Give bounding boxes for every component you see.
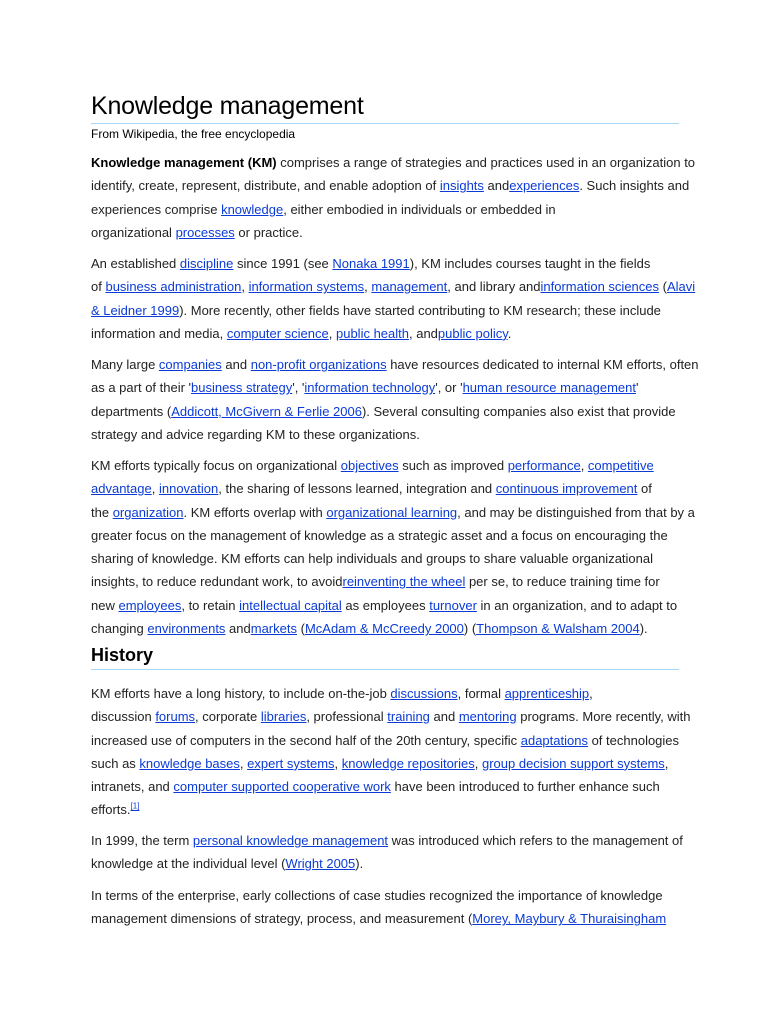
paragraph-intro: Knowledge management (KM) comprises a range of strategies and practices used in an organization to identify, create, represent, distribute, and enable adoption of insights andexperiences. Such insights and experiences comprise knowledge, either embodied in individuals or embedded in organizational processes or practice. <box>91 155 696 240</box>
paragraph-enterprise: In terms of the enterprise, early collections of case studies recognized the importance of knowledge management dimensions of strategy, process, and measurement (Morey, Maybury & Thuraisingham <box>91 888 667 927</box>
paragraph-objectives: KM efforts typically focus on organizational objectives such as improved performance, competitive advantage, innovation, the sharing of lessons learned, integration and continuous improvement of the organization. KM efforts overlap with organizational learning, and may be distinguished from that by a greater focus on the management of knowledge as a strategic asset and a focus on encouraging the sharing of knowledge. KM efforts can help individuals and groups to share valuable organizational insights, to reduce redundant work, to avoidreinventing the wheel per se, to reduce training time for new employees, to retain intellectual capital as employees turnover in an organization, and to adapt to changing environments andmarkets (McAdam & McCreedy 2000) (Thompson & Walsham 2004). <box>91 458 695 637</box>
page-title: Knowledge management <box>91 90 679 124</box>
link-group-decision-support-systems[interactable]: group decision support systems <box>481 755 665 771</box>
link-adaptations[interactable]: adaptations <box>520 732 588 748</box>
link-apprenticeship[interactable]: apprenticeship <box>504 686 590 701</box>
link-innovation[interactable]: innovation <box>158 481 219 497</box>
link-organization[interactable]: organization <box>112 504 184 520</box>
link-mentoring[interactable]: mentoring <box>458 709 517 725</box>
link-computer-supported-cooperative-work[interactable]: computer supported cooperative work <box>173 779 391 795</box>
link-information-technology[interactable]: information technology <box>304 380 436 396</box>
link-forums[interactable]: forums <box>155 709 196 725</box>
link-libraries[interactable]: libraries <box>260 709 307 725</box>
link-public-policy[interactable]: public policy <box>437 325 508 341</box>
link-knowledge-repositories[interactable]: knowledge repositories <box>341 755 475 771</box>
link-training[interactable]: training <box>387 709 430 725</box>
paragraph-pkm: In 1999, the term personal knowledge management was introduced which refers to the management of knowledge at the individual level (Wright 2005). <box>91 833 683 872</box>
link-non-profit-organizations[interactable]: non-profit organizations <box>250 357 387 372</box>
link-objectives[interactable]: objectives <box>340 458 399 473</box>
link-wright-2005[interactable]: Wright 2005 <box>285 856 356 872</box>
link-performance[interactable]: performance <box>507 458 581 473</box>
link-business-strategy[interactable]: business strategy <box>191 380 293 396</box>
link-human-resource-management[interactable]: human resource management <box>462 380 637 396</box>
link-insights[interactable]: insights <box>439 178 484 194</box>
link-companies[interactable]: companies <box>158 357 222 372</box>
link-alavi-leidner-cont[interactable]: & Leidner 1999 <box>91 302 180 318</box>
link-environments[interactable]: environments <box>147 621 226 637</box>
link-turnover[interactable]: turnover <box>429 597 477 613</box>
paragraph-history: KM efforts have a long history, to include on-the-job discussions, formal apprenticeship, discussion forums, corporate libraries, professional training and mentoring programs. More recently, with increased use of computers in the second half of the 20th century, specific adaptations of technologies such as knowledge bases, expert systems, knowledge repositories, group decision support systems, intranets, and computer supported cooperative work have been introduced to further enhance such efforts.[1] <box>91 686 691 818</box>
citation-1[interactable]: [1] <box>130 802 140 812</box>
link-alavi-leidner[interactable]: Alavi <box>666 279 696 295</box>
paragraph-companies: Many large companies and non-profit organizations have resources dedicated to internal KM efforts, often as a part of their 'business strategy', 'information technology', or 'human resource management' departments (Addicott, McGivern & Ferlie 2006). Several consulting companies also exist that provide strategy and advice regarding KM to these organizations. <box>91 357 699 442</box>
link-experiences[interactable]: experiences <box>509 178 580 194</box>
link-mcadam-2000[interactable]: McAdam & McCreedy 2000 <box>304 621 464 637</box>
link-markets[interactable]: markets <box>250 621 297 637</box>
link-discipline[interactable]: discipline <box>179 256 234 271</box>
bold-term: Knowledge management (KM) <box>91 155 277 170</box>
link-expert-systems[interactable]: expert systems <box>247 755 335 771</box>
link-information-sciences[interactable]: information sciences <box>540 279 660 295</box>
link-nonaka-1991[interactable]: Nonaka 1991 <box>332 256 410 271</box>
link-morey-maybury-thuraisingham[interactable]: Morey, Maybury & Thuraisingham <box>472 911 667 927</box>
paragraph-discipline: An established discipline since 1991 (see Nonaka 1991), KM includes courses taught in the fields of business administration, information systems, management, and library andinformation sciences (Alavi & Leidner 1999). More recently, other fields have started contributing to KM research; these include information and media, computer science, public health, andpublic policy. <box>91 256 696 341</box>
link-knowledge-bases[interactable]: knowledge bases <box>139 755 240 771</box>
link-reinventing-the-wheel[interactable]: reinventing the wheel <box>342 574 466 590</box>
link-competitive-advantage-cont[interactable]: advantage <box>91 481 152 497</box>
link-information-systems[interactable]: information systems <box>248 279 365 295</box>
link-organizational-learning[interactable]: organizational learning <box>326 504 458 520</box>
tagline: From Wikipedia, the free encyclopedia <box>91 127 296 141</box>
link-competitive-advantage[interactable]: competitive <box>587 458 654 473</box>
link-personal-knowledge-management[interactable]: personal knowledge management <box>192 833 389 848</box>
link-addicott-2006[interactable]: Addicott, McGivern & Ferlie 2006 <box>171 403 362 419</box>
link-management[interactable]: management <box>371 279 448 295</box>
link-thompson-2004[interactable]: Thompson & Walsham 2004 <box>476 621 640 637</box>
section-heading-history: History <box>91 643 679 670</box>
link-computer-science[interactable]: computer science <box>226 325 329 341</box>
link-processes[interactable]: processes <box>175 224 235 240</box>
link-intellectual-capital[interactable]: intellectual capital <box>239 597 342 613</box>
link-continuous-improvement[interactable]: continuous improvement <box>495 481 638 497</box>
link-discussions[interactable]: discussions <box>390 686 458 701</box>
link-employees[interactable]: employees <box>118 597 182 613</box>
link-knowledge[interactable]: knowledge <box>221 201 284 217</box>
link-business-administration[interactable]: business administration <box>105 279 242 295</box>
link-public-health[interactable]: public health <box>335 325 409 341</box>
